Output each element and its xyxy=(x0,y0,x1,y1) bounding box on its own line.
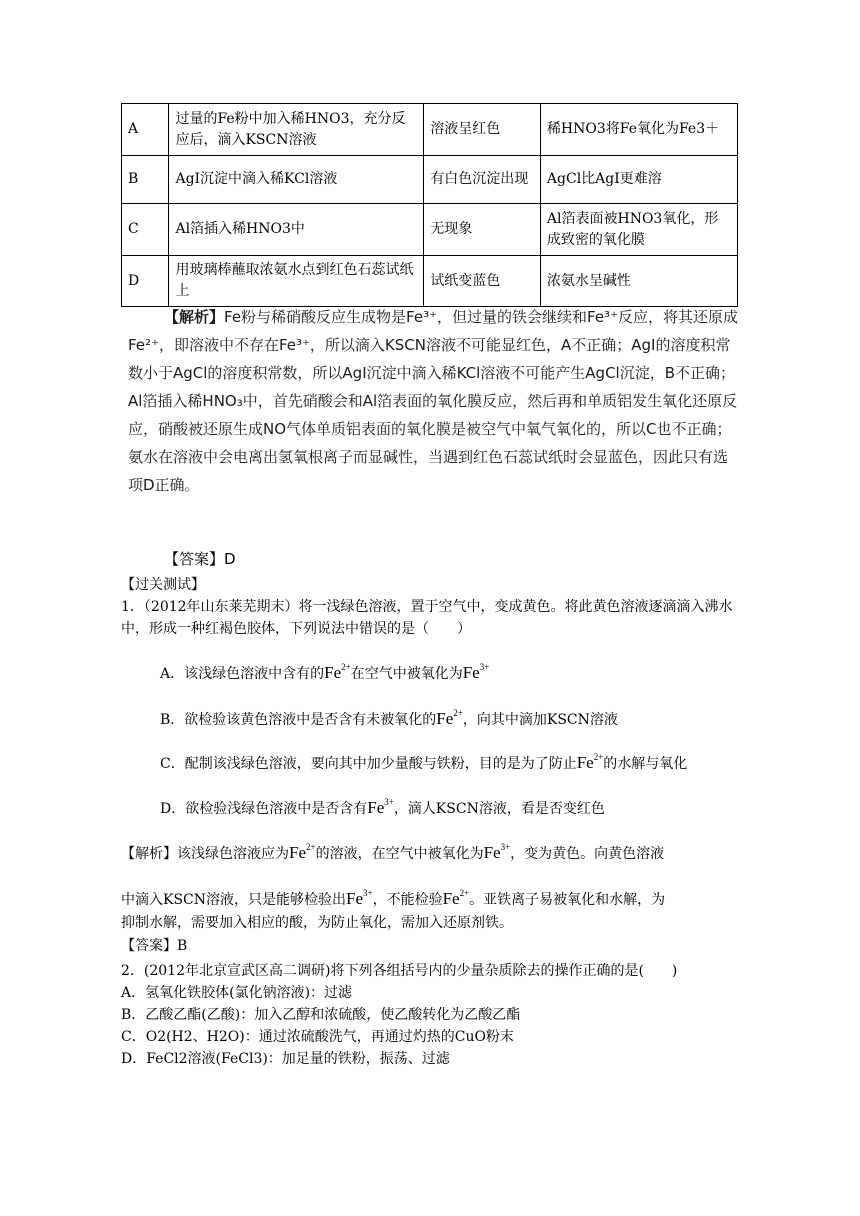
operation-cell: 用玻璃棒蘸取浓氨水点到红色石蕊试纸上 xyxy=(169,256,424,307)
row-label: C xyxy=(122,204,169,256)
ion-fe2: $Fe^{2+}$ xyxy=(324,662,351,682)
option-text: C．配制该浅绿色溶液，要向其中加少量酸与铁粉，目的是为了防止 xyxy=(160,756,577,772)
analysis-text: ，变为黄色。向黄色溶液 xyxy=(510,846,665,862)
experiment-table xyxy=(121,103,738,307)
answer-2: 【答案】B xyxy=(121,938,188,954)
operation-cell: Al箔插入稀HNO3中 xyxy=(169,204,424,256)
analysis-tag: 【解析】 xyxy=(164,308,225,326)
conclusion-cell: AgCl比AgI更难溶 xyxy=(540,156,737,204)
ion-fe2: $Fe^{2+}$ xyxy=(436,708,463,728)
analysis-text: 。亚铁离子易被氧化和水解，为 xyxy=(469,892,666,908)
ion-fe3: $Fe^{3+}$ xyxy=(367,797,394,817)
analysis-2-line-3: 抑制水解，需要加入相应的酸，为防止氧化，需加入还原剂铁。 xyxy=(121,915,513,931)
q1-option-d xyxy=(160,791,605,820)
option-text: D．欲检验浅绿色溶液中是否含有 xyxy=(160,801,368,817)
table-row xyxy=(122,204,738,256)
analysis-text: 中滴入KSCN溶液，只是能够检验出 xyxy=(121,892,347,908)
conclusion-cell: 稀HNO3将Fe氧化为Fe3＋ xyxy=(540,104,737,156)
q1-option-a xyxy=(160,656,489,685)
answer-1: 【答案】D xyxy=(164,550,236,568)
table-row xyxy=(122,256,738,307)
option-text: ，向其中滴加KSCN溶液 xyxy=(462,712,618,728)
option-text: 的水解与氧化 xyxy=(603,756,688,772)
table-row xyxy=(122,156,738,204)
ion-fe3: $Fe^{3+}$ xyxy=(346,888,373,908)
section-title: 【过关测试】 xyxy=(121,577,205,593)
question-1-stem xyxy=(121,596,741,640)
analysis-block-1 xyxy=(128,303,740,499)
option-text: ，滴人KSCN溶液，看是否变红色 xyxy=(393,801,605,817)
analysis-text: 【解析】该浅绿色溶液应为 xyxy=(121,846,289,862)
option-text: A．该浅绿色溶液中含有的 xyxy=(160,666,325,682)
conclusion-cell: 浓氨水呈碱性 xyxy=(540,256,737,307)
phenomenon-cell: 试纸变蓝色 xyxy=(424,256,541,307)
analysis-text: ，不能检验 xyxy=(372,892,443,908)
ion-fe2: $Fe^{2+}$ xyxy=(442,888,470,908)
analysis-text: Fe粉与稀硝酸反应生成物是Fe³⁺，但过量的铁会继续和Fe³⁺反应，将其还原成Fe²⁺，即溶液中不存在Fe³⁺，所以滴入KSCN溶液不可能显红色，A不正确；AgI的溶度积常数小于AgCl的溶度积常数，所以AgI沉淀中滴入稀KCl溶液不可能产生AgCl沉淀，B不正确；Al箔插入稀HNO₃中，首先硝酸会和Al箔表面的氧化膜反应，然后再和单质铝发生氧化还原反应，硝酸被还原生成NO气体单质铝表面的氧化膜是被空气中氧气氧化的，所以C也不正确；氨水在溶液中会电离出氢氧根离子而显碱性，当遇到红色石蕊试纸时会显蓝色，因此只有选项D正确。 xyxy=(128,308,738,494)
table-row xyxy=(122,104,738,156)
ion-fe2: $Fe^{2+}$ xyxy=(576,752,604,772)
analysis-2-line-1 xyxy=(121,836,664,865)
ion-fe2: $Fe^{2+}$ xyxy=(289,842,316,862)
analysis-text: 的溶液，在空气中被氧化为 xyxy=(315,846,484,862)
q2-option-b: B．乙酸乙酯(乙酸)：加入乙醇和浓硫酸，使乙酸转化为乙酸乙酯 xyxy=(121,1007,521,1023)
phenomenon-cell: 溶液呈红色 xyxy=(424,104,541,156)
conclusion-cell: Al箔表面被HNO3氧化，形成致密的氧化膜 xyxy=(540,204,737,256)
question-2-stem: 2．(2012年北京宣武区高二调研)将下列各组括号内的少量杂质除去的操作正确的是( ) xyxy=(121,963,678,979)
row-label: B xyxy=(122,156,169,204)
row-label: D xyxy=(122,256,169,307)
question-text: 1．（2012年山东莱芜期末）将一浅绿色溶液，置于空气中，变成黄色。将此黄色溶液逐滴滴入沸水中，形成一种红褐色胶体，下列说法中错误的是（ ） xyxy=(121,599,733,637)
operation-cell: AgI沉淀中滴入稀KCl溶液 xyxy=(169,156,424,204)
operation-cell: 过量的Fe粉中加入稀HNO3，充分反应后，滴入KSCN溶液 xyxy=(169,104,424,156)
analysis-2-line-2 xyxy=(121,882,665,911)
option-text: B．欲检验该黄色溶液中是否含有未被氧化的 xyxy=(160,712,437,728)
phenomenon-cell: 有白色沉淀出现 xyxy=(424,156,541,204)
ion-fe3: $Fe^{3+}$ xyxy=(462,662,490,682)
row-label: A xyxy=(122,104,169,156)
q1-option-b xyxy=(160,702,618,731)
phenomenon-cell: 无现象 xyxy=(424,204,541,256)
q2-option-c: C．O2(H2、H2O)：通过浓硫酸洗气，再通过灼热的CuO粉末 xyxy=(121,1029,514,1045)
option-text: 在空气中被氧化为 xyxy=(350,666,463,682)
q2-option-a: A．氢氧化铁胶体(氯化钠溶液)：过滤 xyxy=(121,985,353,1001)
q2-option-d: D．FeCl2溶液(FeCl3)：加足量的铁粉，振荡、过滤 xyxy=(121,1051,450,1067)
ion-fe3: $Fe^{3+}$ xyxy=(483,842,511,862)
q1-option-c xyxy=(160,746,687,775)
